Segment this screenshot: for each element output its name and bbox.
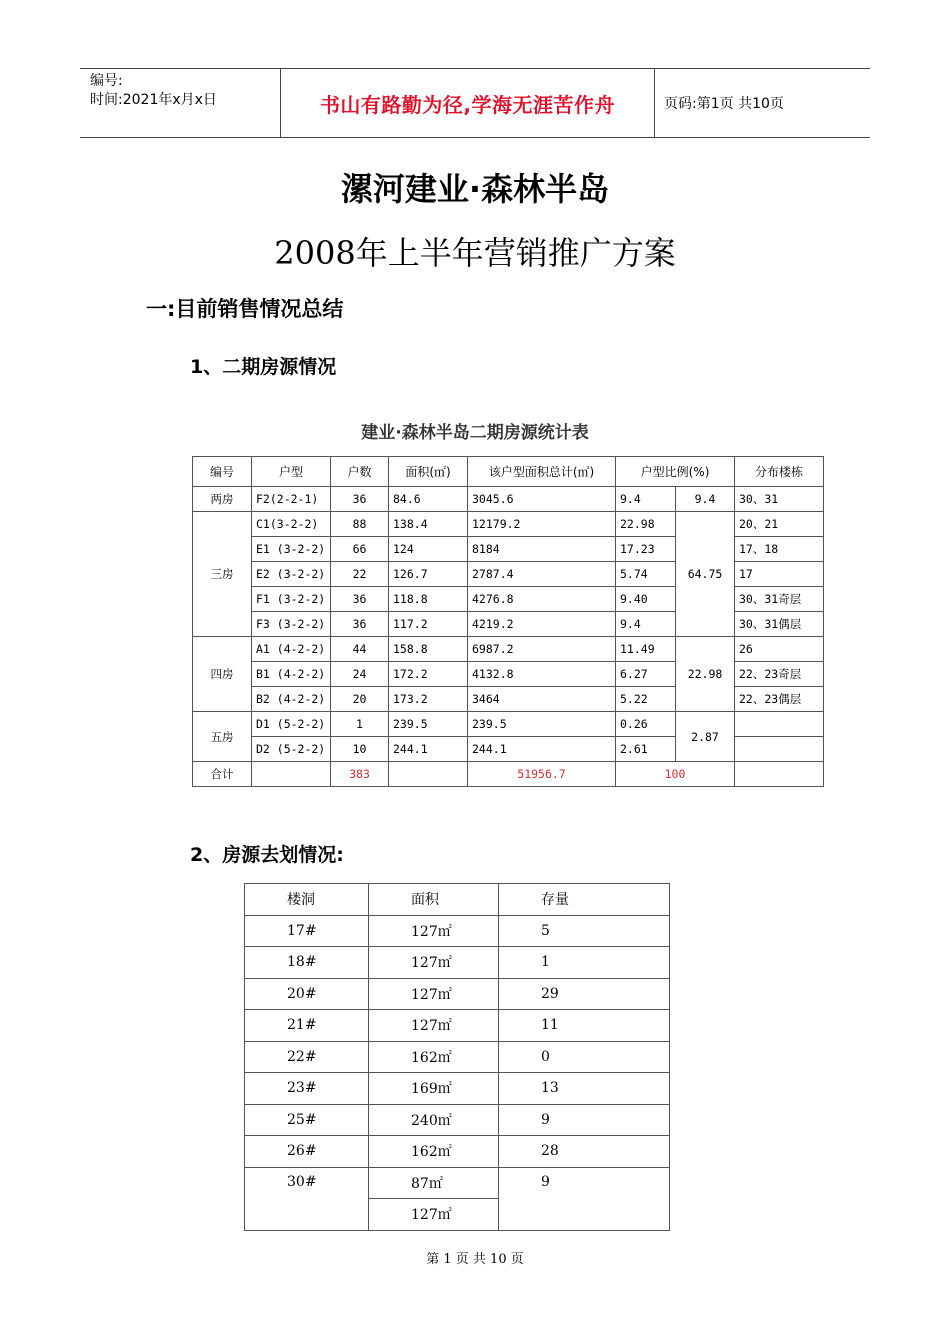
unit-count-cell: 1 [331, 712, 389, 737]
stock-cell: 9 [499, 1104, 670, 1136]
subsection-heading: 1、二期房源情况 [190, 356, 337, 378]
table-row [193, 487, 824, 512]
ratio-cell: 9.4 [616, 487, 676, 512]
table-row [245, 1073, 670, 1105]
total-area-cell: 3464 [468, 687, 616, 712]
building-cell: 30、31 [735, 487, 824, 512]
total-area-cell: 6987.2 [468, 637, 616, 662]
area-cell: 172.2 [389, 662, 468, 687]
unit-type-cell: A1 (4-2-2) [252, 637, 331, 662]
area-cell: 117.2 [389, 612, 468, 637]
total-count-cell: 383 [331, 762, 389, 787]
group-name-cell: 四房 [193, 637, 252, 712]
group-ratio-cell: 22.98 [676, 637, 735, 712]
column-header: 面积(㎡) [389, 457, 468, 487]
area-cell: 127㎡ [369, 1199, 499, 1231]
unit-count-cell: 66 [331, 537, 389, 562]
unit-count-cell: 20 [331, 687, 389, 712]
unit-type-cell: D2 (5-2-2) [252, 737, 331, 762]
stock-cell: 1 [499, 947, 670, 979]
table-row [245, 1136, 670, 1168]
building-cell: 30# [245, 1167, 369, 1230]
area-cell: 173.2 [389, 687, 468, 712]
building-cell: 30、31偶层 [735, 612, 824, 637]
unit-type-cell: B1 (4-2-2) [252, 662, 331, 687]
area-cell: 118.8 [389, 587, 468, 612]
building-cell: 17、18 [735, 537, 824, 562]
column-header: 分布楼栋 [735, 457, 824, 487]
table-row [245, 1010, 670, 1042]
building-cell: 30、31奇层 [735, 587, 824, 612]
number-label: 编号: [90, 73, 123, 89]
stock-cell: 29 [499, 978, 670, 1010]
area-cell: 169㎡ [369, 1073, 499, 1105]
document-header [80, 68, 870, 138]
total-area-cell: 51956.7 [468, 762, 616, 787]
area-cell: 124 [389, 537, 468, 562]
ratio-cell: 9.4 [616, 612, 676, 637]
table-row [245, 947, 670, 979]
group-ratio-cell: 2.87 [676, 712, 735, 762]
group-name-cell: 两房 [193, 487, 252, 512]
area-cell: 240㎡ [369, 1104, 499, 1136]
empty-cell [389, 762, 468, 787]
group-name-cell: 三房 [193, 512, 252, 637]
empty-cell [735, 762, 824, 787]
building-cell: 22、23偶层 [735, 687, 824, 712]
total-area-cell: 4219.2 [468, 612, 616, 637]
ratio-cell: 9.40 [616, 587, 676, 612]
ratio-cell: 2.61 [616, 737, 676, 762]
area-cell: 162㎡ [369, 1136, 499, 1168]
total-area-cell: 8184 [468, 537, 616, 562]
table-caption-text: 建业·森林半岛二期房源统计表 [361, 423, 589, 443]
unit-type-cell: E1 (3-2-2) [252, 537, 331, 562]
section-heading: 一:目前销售情况总结 [146, 297, 344, 321]
unit-type-cell: B2 (4-2-2) [252, 687, 331, 712]
unit-count-cell: 36 [331, 487, 389, 512]
total-area-cell: 2787.4 [468, 562, 616, 587]
header-meta [80, 69, 280, 137]
area-cell: 127㎡ [369, 1010, 499, 1042]
area-cell: 127㎡ [369, 915, 499, 947]
column-header: 面积 [369, 884, 499, 916]
table-row [245, 915, 670, 947]
total-area-cell: 12179.2 [468, 512, 616, 537]
total-area-cell: 239.5 [468, 712, 616, 737]
area-cell: 87㎡ [369, 1167, 499, 1199]
unit-count-cell: 88 [331, 512, 389, 537]
area-cell: 158.8 [389, 637, 468, 662]
building-cell: 23# [245, 1073, 369, 1105]
unit-count-cell: 10 [331, 737, 389, 762]
unit-type-cell: F1 (3-2-2) [252, 587, 331, 612]
empty-cell [252, 762, 331, 787]
column-header: 户型比例(%) [616, 457, 735, 487]
unit-count-cell: 22 [331, 562, 389, 587]
building-cell: 20# [245, 978, 369, 1010]
total-area-cell: 4132.8 [468, 662, 616, 687]
table-header-row [193, 457, 824, 487]
subsection-heading: 2、房源去划情况: [190, 844, 344, 866]
unit-count-cell: 24 [331, 662, 389, 687]
ratio-cell: 17.23 [616, 537, 676, 562]
area-cell: 126.7 [389, 562, 468, 587]
stock-cell: 0 [499, 1041, 670, 1073]
document-subtitle: 2008年上半年营销推广方案 [274, 234, 676, 272]
total-area-cell: 4276.8 [468, 587, 616, 612]
housing-stats-table [192, 456, 824, 787]
area-cell: 127㎡ [369, 978, 499, 1010]
table-header-row [245, 884, 670, 916]
building-cell [735, 737, 824, 762]
building-cell: 21# [245, 1010, 369, 1042]
ratio-cell: 22.98 [616, 512, 676, 537]
area-cell: 127㎡ [369, 947, 499, 979]
unit-type-cell: D1 (5-2-2) [252, 712, 331, 737]
building-cell: 22# [245, 1041, 369, 1073]
building-cell: 17 [735, 562, 824, 587]
motto: 书山有路勤为径,学海无涯苦作舟 [280, 69, 655, 137]
stock-cell: 13 [499, 1073, 670, 1105]
ratio-cell: 0.26 [616, 712, 676, 737]
ratio-cell: 5.74 [616, 562, 676, 587]
stock-cell: 5 [499, 915, 670, 947]
building-cell: 17# [245, 915, 369, 947]
building-cell: 25# [245, 1104, 369, 1136]
total-ratio-cell: 100 [616, 762, 735, 787]
column-header: 楼洞 [245, 884, 369, 916]
building-cell [735, 712, 824, 737]
time-label: 时间:2021年x月x日 [90, 92, 217, 108]
table-row [245, 1041, 670, 1073]
page-footer: 第 1 页 共 10 页 [426, 1252, 524, 1267]
area-cell: 162㎡ [369, 1041, 499, 1073]
area-cell: 84.6 [389, 487, 468, 512]
unit-type-cell: F3 (3-2-2) [252, 612, 331, 637]
column-header: 存量 [499, 884, 670, 916]
area-cell: 239.5 [389, 712, 468, 737]
unit-count-cell: 36 [331, 587, 389, 612]
table-row [245, 1104, 670, 1136]
building-cell: 26 [735, 637, 824, 662]
stock-cell: 28 [499, 1136, 670, 1168]
building-cell: 26# [245, 1136, 369, 1168]
total-row [193, 762, 824, 787]
table-row [193, 637, 824, 662]
unit-type-cell: F2(2-2-1) [252, 487, 331, 512]
building-cell: 18# [245, 947, 369, 979]
total-area-cell: 244.1 [468, 737, 616, 762]
column-header: 户数 [331, 457, 389, 487]
unit-type-cell: E2 (3-2-2) [252, 562, 331, 587]
stock-cell: 11 [499, 1010, 670, 1042]
area-cell: 138.4 [389, 512, 468, 537]
table-row [245, 978, 670, 1010]
ratio-cell: 5.22 [616, 687, 676, 712]
document-title: 漯河建业·森林半岛 [340, 170, 610, 208]
group-ratio-cell: 64.75 [676, 512, 735, 637]
building-cell: 22、23奇层 [735, 662, 824, 687]
group-ratio-cell: 9.4 [676, 487, 735, 512]
ratio-cell: 6.27 [616, 662, 676, 687]
total-area-cell: 3045.6 [468, 487, 616, 512]
unit-count-cell: 44 [331, 637, 389, 662]
table-caption [0, 418, 950, 443]
total-label-cell: 合计 [193, 762, 252, 787]
stock-cell: 9 [499, 1167, 670, 1230]
column-header: 该户型面积总计(㎡) [468, 457, 616, 487]
table-row [193, 512, 824, 537]
inventory-table [244, 883, 670, 1231]
page-info: 页码:第1页 共10页 [664, 96, 784, 112]
area-cell: 244.1 [389, 737, 468, 762]
column-header: 编号 [193, 457, 252, 487]
unit-type-cell: C1(3-2-2) [252, 512, 331, 537]
table-row [245, 1167, 670, 1199]
group-name-cell: 五房 [193, 712, 252, 762]
table-row [193, 712, 824, 737]
ratio-cell: 11.49 [616, 637, 676, 662]
column-header: 户型 [252, 457, 331, 487]
unit-count-cell: 36 [331, 612, 389, 637]
building-cell: 20、21 [735, 512, 824, 537]
